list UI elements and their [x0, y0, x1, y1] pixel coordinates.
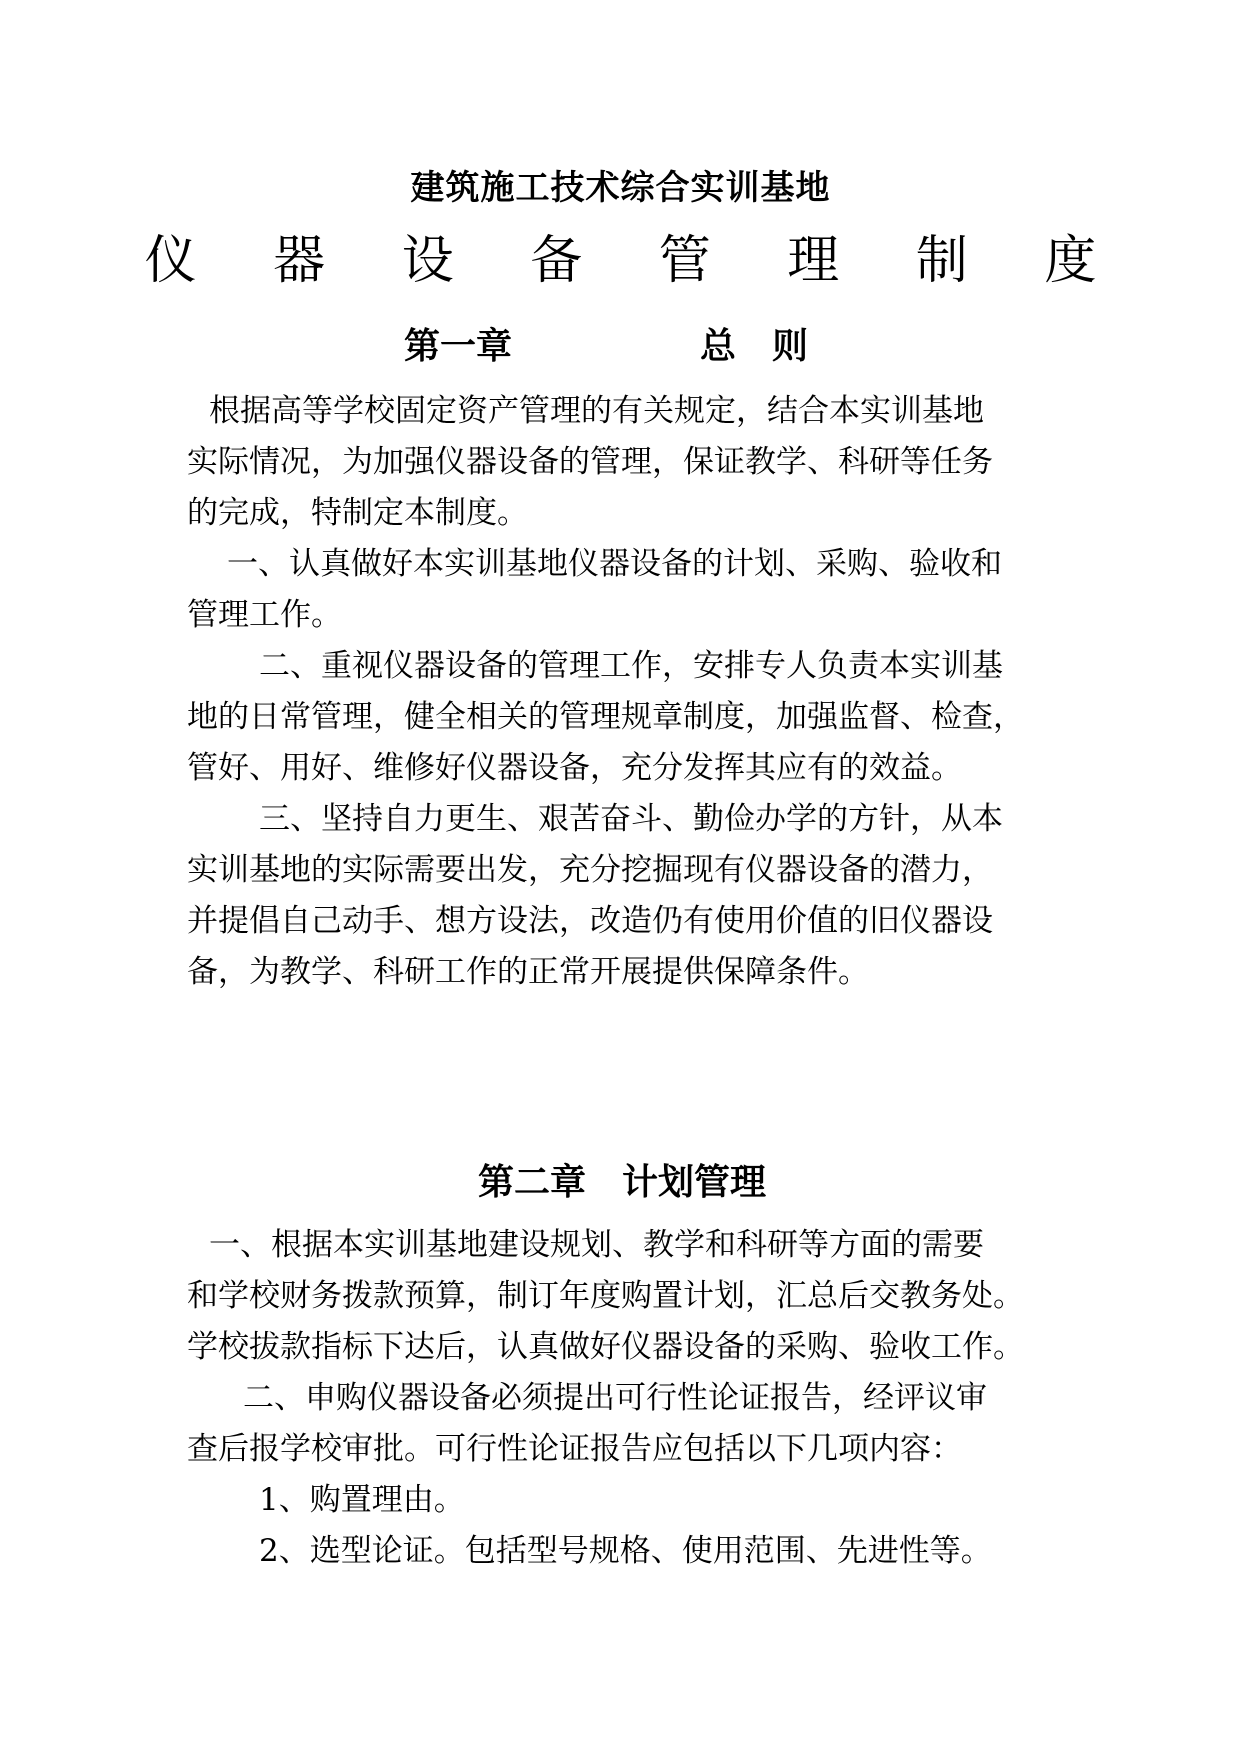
text-line: 三、坚持自力更生、艰苦奋斗、勤俭办学的方针，从本 [259, 801, 1003, 837]
text-line: 实际情况，为加强仪器设备的管理，保证教学、科研等任务 [187, 444, 993, 480]
chapter1-item3 [187, 794, 1067, 998]
chapter2-subitems [187, 1475, 1067, 1577]
chapter1-intro [187, 386, 1067, 539]
text-line: 管理工作。 [187, 597, 342, 633]
list-item: 1、购置理由。 [259, 1482, 465, 1518]
text-line: 根据高等学校固定资产管理的有关规定，结合本实训基地 [209, 393, 984, 429]
text-line: 二、申购仪器设备必须提出可行性论证报告，经评议审 [243, 1380, 987, 1416]
chapter2-item2 [187, 1373, 1067, 1475]
text-line: 和学校财务拨款预算，制订年度购置计划，汇总后交教务处。 [187, 1278, 1024, 1314]
chapter1-number: 第一章 [404, 325, 513, 367]
chapter1-item1 [187, 539, 1067, 641]
list-item: 2、选型论证。包括型号规格、使用范围、先进性等。 [259, 1533, 992, 1569]
text-line: 一、认真做好本实训基地仪器设备的计划、采购、验收和 [227, 546, 1002, 582]
text-line: 备，为教学、科研工作的正常开展提供保障条件。 [187, 954, 869, 990]
document-subtitle: 仪 器 设 备 管 理 制 度 [144, 231, 1127, 291]
text-line: 管好、用好、维修好仪器设备，充分发挥其应有的效益。 [187, 750, 962, 786]
chapter2-item1 [187, 1220, 1067, 1373]
chapter1-item2 [187, 641, 1067, 794]
document-title: 建筑施工技术综合实训基地 [410, 168, 831, 208]
text-line: 二、重视仪器设备的管理工作，安排专人负责本实训基 [259, 648, 1003, 684]
text-line: 地的日常管理，健全相关的管理规章制度，加强监督、检查， [187, 699, 1024, 735]
chapter1-name: 总 则 [700, 325, 809, 367]
chapter2-heading: 第二章 计划管理 [478, 1161, 767, 1203]
text-line: 实训基地的实际需要出发，充分挖掘现有仪器设备的潜力， [187, 852, 993, 888]
text-line: 一、根据本实训基地建设规划、教学和科研等方面的需要 [209, 1227, 984, 1263]
text-line: 学校拔款指标下达后，认真做好仪器设备的采购、验收工作。 [187, 1329, 1024, 1365]
text-line: 并提倡自己动手、想方设法，改造仍有使用价值的旧仪器设 [187, 903, 993, 939]
text-line: 的完成，特制定本制度。 [187, 495, 528, 531]
text-line: 查后报学校审批。可行性论证报告应包括以下几项内容： [187, 1431, 962, 1467]
